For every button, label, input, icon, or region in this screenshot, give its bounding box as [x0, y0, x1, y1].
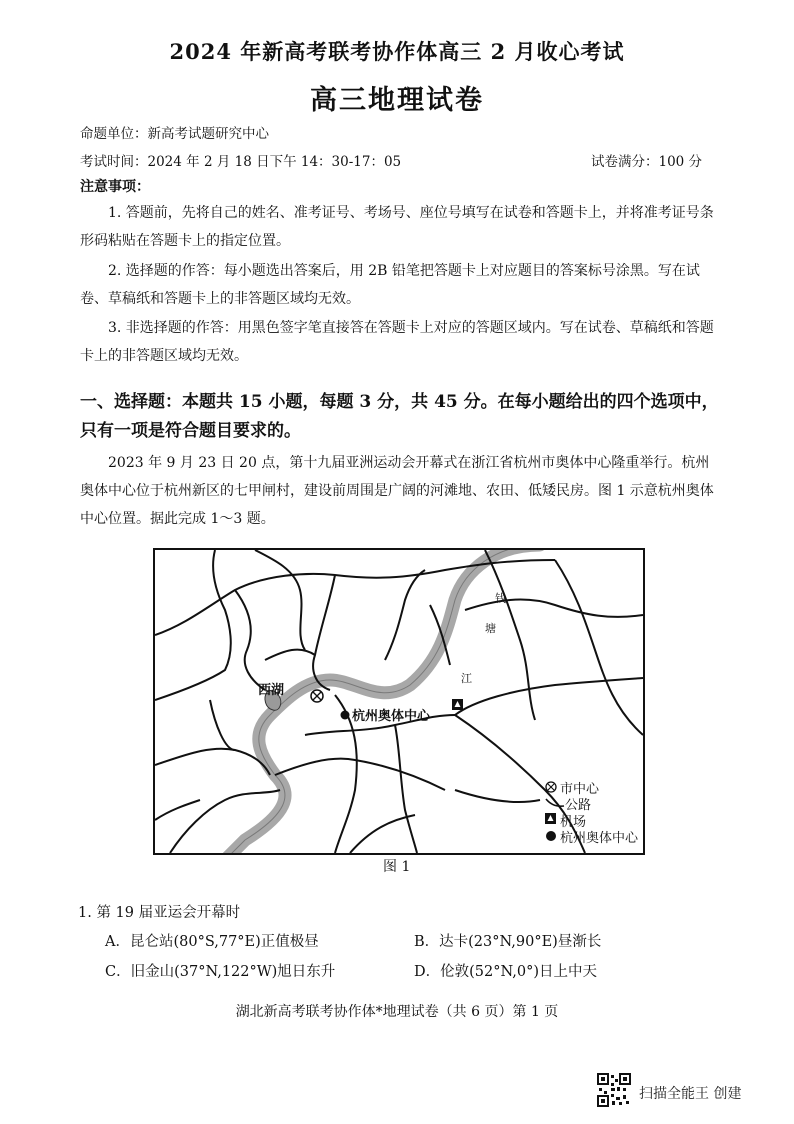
sports-center-dot	[341, 711, 350, 720]
qr-code-icon	[597, 1073, 631, 1107]
legend-road-icon	[545, 797, 565, 809]
question-1-option-a: A．昆仑站(80°S,77°E)正值极昼	[105, 934, 319, 950]
notice-item-3: 3. 非选择题的作答：用黑色签字笔直接答在答题卡上对应的答题区域内。写在试卷、草稿纸和答题卡上的非答题区域均无效。	[80, 320, 714, 364]
city-center-symbol	[311, 690, 323, 702]
legend-airport: 机场	[560, 815, 587, 830]
legend-city-center-icon	[545, 781, 559, 795]
legend-airport-icon	[545, 813, 557, 825]
notice-item-2: 2. 选择题的作答：每小题选出答案后，用 2B 铅笔把答题卡上对应题目的答案标号涂黑。写在试卷、草稿纸和答题卡上的非答题区域均无效。	[80, 263, 700, 307]
page-footer: 湖北新高考联考协作体*地理试卷（共 6 页）第 1 页	[235, 1004, 559, 1020]
section-intro: 2023 年 9 月 23 日 20 点，第十九届亚洲运动会开幕式在浙江省杭州市奥体中心隆重举行。杭州奥体中心位于杭州新区的七甲闸村，建设前周围是广阔的河滩地、农田、低矮民房。图 1 示意杭州奥体中心位置。据此完成 1～3 题。	[80, 455, 714, 527]
question-1-stem: 1. 第 19 届亚运会开幕时	[78, 905, 241, 921]
legend-road: 公路	[565, 798, 592, 813]
river-char-2: 塘	[485, 622, 496, 635]
sports-center-label: 杭州奥体中心	[352, 709, 431, 724]
exam-time: 考试时间：2024 年 2 月 18 日下午 14：30-17：05	[80, 154, 402, 170]
airport-symbol	[452, 699, 463, 710]
legend-sports-center: 杭州奥体中心	[560, 831, 639, 846]
notice-item-1: 1. 答题前，先将自己的姓名、准考证号、考场号、座位号填写在试卷和答题卡上，并将准考证号条形码粘贴在答题卡上的指定位置。	[80, 205, 714, 249]
question-1-option-c: C．旧金山(37°N,122°W)旭日东升	[105, 964, 336, 980]
full-score: 试卷满分：100 分	[591, 154, 703, 170]
question-1-option-d: D．伦敦(52°N,0°)日上中天	[414, 964, 597, 980]
section-heading: 一、选择题：本题共 15 小题，每题 3 分，共 45 分。在每小题给出的四个选项中，只有一项是符合题目要求的。	[80, 392, 719, 441]
figure-caption: 图 1	[383, 859, 411, 875]
river-char-3: 江	[461, 672, 472, 685]
author-unit: 命题单位：新高考试题研究中心	[80, 126, 269, 142]
question-1-option-b: B．达卡(23°N,90°E)昼渐长	[414, 934, 602, 950]
paper-subtitle: 高三地理试卷	[310, 85, 484, 116]
westlake-label: 西湖	[258, 683, 285, 698]
exam-title: 2024 年新高考联考协作体高三 2 月收心考试	[169, 39, 625, 64]
legend-city-center: 市中心	[560, 782, 600, 797]
notice-heading: 注意事项：	[80, 179, 150, 195]
river-char-1: 钱	[495, 592, 506, 605]
scanner-watermark: 扫描全能王 创建	[639, 1086, 742, 1102]
legend-sports-center-icon	[545, 830, 557, 842]
